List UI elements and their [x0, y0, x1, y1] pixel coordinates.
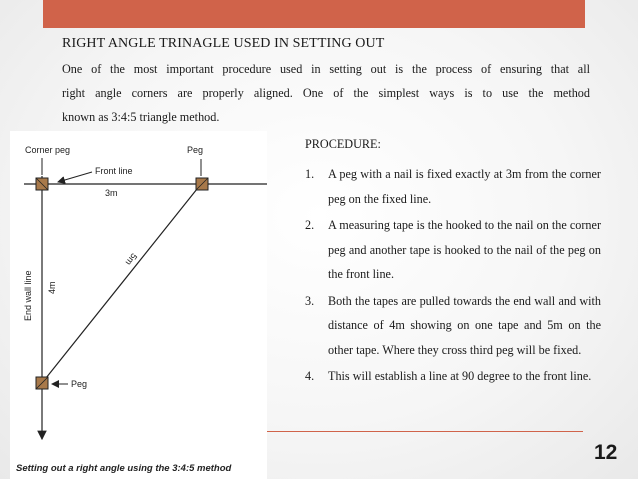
- procedure-step: [305, 289, 601, 363]
- label-corner-peg: Corner peg: [25, 145, 71, 155]
- step-number: 1.: [305, 167, 315, 181]
- intro-line: known as 3:4:5 triangle method.: [62, 110, 220, 124]
- label-end-wall-line: End wall line: [23, 270, 33, 321]
- front-peg-marker: [196, 178, 208, 190]
- intro-line: One of the most important procedure used in setting out is the process of ensuring that all: [62, 62, 590, 76]
- step-text: Both the tapes are pulled towards the end wall and with distance of 4m showing on one tape and 5m on the other tape. Where they cross third peg will be fixed.: [328, 293, 601, 357]
- label-front-line: Front line: [95, 166, 133, 176]
- triangle-diagram: [10, 131, 267, 479]
- label-three-m: 3m: [105, 188, 118, 198]
- step-number: 4.: [305, 369, 315, 383]
- label-four-m: 4m: [47, 281, 57, 294]
- procedure-section: [305, 137, 601, 391]
- step-number: 3.: [305, 293, 315, 308]
- corner-peg-marker: [36, 178, 48, 190]
- procedure-step: [305, 162, 601, 211]
- header-accent-bar: [43, 0, 585, 28]
- step-text: A measuring tape is the hooked to the nail on the corner peg and another tape is hooked to the nail of the peg on the front line.: [328, 218, 601, 281]
- hypotenuse-line: [42, 184, 201, 383]
- label-peg-bottom: Peg: [71, 379, 88, 389]
- label-peg-top: Peg: [187, 145, 204, 155]
- front-line-arrow: [58, 172, 92, 182]
- figure-caption: Setting out a right angle using the 3:4:5 method: [16, 463, 232, 474]
- procedure-step: [305, 364, 601, 389]
- step-text: A peg with a nail is fixed exactly at 3m from the corner peg on the fixed line.: [328, 167, 601, 206]
- third-peg-marker: [36, 377, 48, 389]
- label-five-m: 5m: [123, 251, 140, 268]
- page-number: 12: [594, 441, 618, 464]
- intro-paragraph: [62, 57, 590, 129]
- intro-line: right angle corners are properly aligned. One of the simplest ways is to use the method: [62, 86, 590, 100]
- procedure-step: [305, 213, 601, 287]
- footer-divider: [267, 431, 583, 432]
- slide-title: RIGHT ANGLE TRINAGLE USED IN SETTING OUT: [62, 36, 385, 51]
- procedure-heading: PROCEDURE:: [305, 137, 381, 151]
- step-number: 2.: [305, 218, 315, 232]
- step-text: This will establish a line at 90 degree to the front line.: [328, 369, 592, 383]
- diagram-svg: [10, 131, 267, 479]
